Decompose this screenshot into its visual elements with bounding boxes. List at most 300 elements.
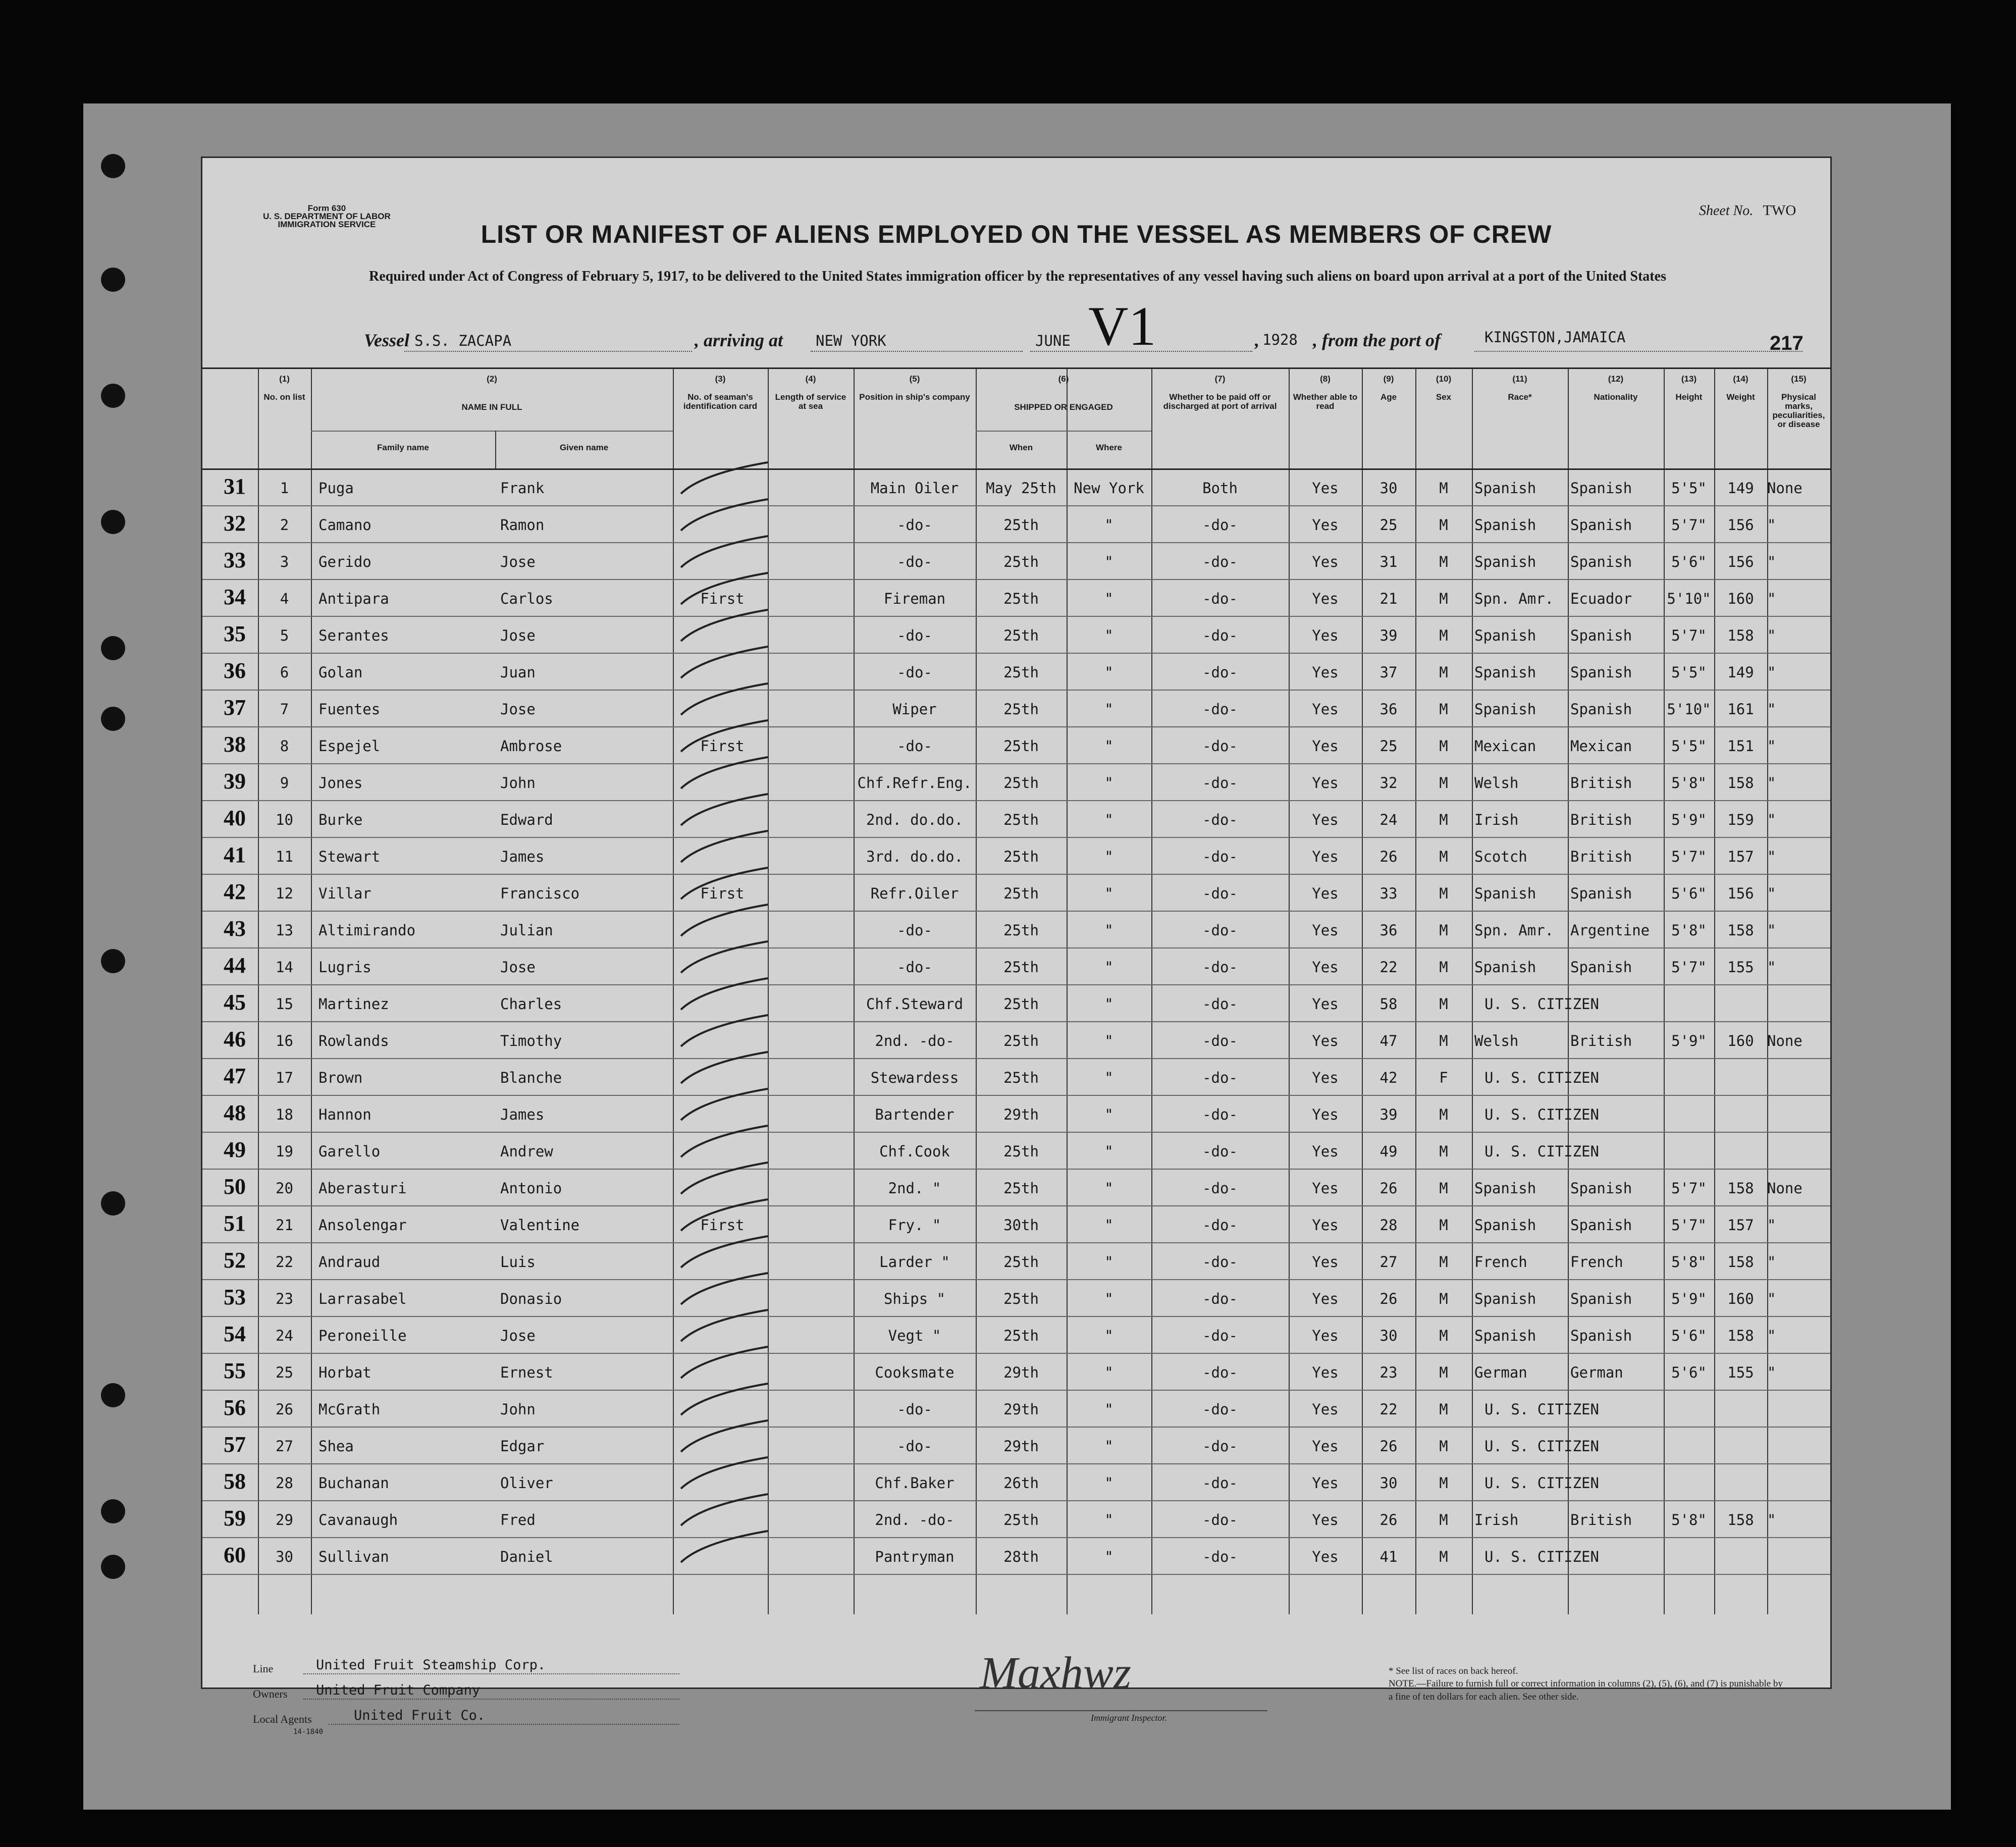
cell-sex: M — [1439, 627, 1448, 644]
cell-paid: -do- — [1202, 590, 1238, 607]
cell-height: 5'9" — [1671, 1032, 1707, 1049]
cell-n: 17 — [276, 1069, 293, 1086]
cell-given: Ernest — [500, 1364, 553, 1381]
cell-sex: M — [1439, 922, 1448, 939]
row-divider — [202, 1279, 1830, 1280]
margin-line-number: 51 — [224, 1211, 246, 1236]
margin-line-number: 58 — [224, 1469, 246, 1494]
cell-marks: " — [1767, 516, 1776, 534]
cell-pos: -do- — [897, 1438, 932, 1455]
cell-height: 5'7" — [1671, 627, 1707, 644]
margin-line-number: 60 — [224, 1543, 246, 1567]
inspector-label: Immigrant Inspector. — [1091, 1713, 1167, 1723]
cell-marks: " — [1767, 1364, 1776, 1381]
cell-read: Yes — [1312, 1364, 1339, 1381]
binder-hole — [101, 1499, 125, 1523]
cell-paid: -do- — [1202, 1032, 1238, 1049]
cell-family: Espejel — [319, 737, 381, 755]
cell-height: 5'10" — [1667, 590, 1711, 607]
cell-paid: -do- — [1202, 1290, 1238, 1307]
margin-line-number: 34 — [224, 585, 246, 609]
cell-family: Brown — [319, 1069, 363, 1086]
cell-sex: M — [1439, 1401, 1448, 1418]
cell-height: 5'8" — [1671, 774, 1707, 791]
row-divider — [202, 505, 1830, 506]
cell-race: Irish — [1474, 1511, 1519, 1528]
cell-race: U. S. CITIZEN — [1484, 1474, 1599, 1492]
cell-where: " — [1104, 1143, 1113, 1160]
cell-family: Golan — [319, 664, 363, 681]
row-divider — [202, 1500, 1830, 1501]
cell-weight: 158 — [1727, 627, 1754, 644]
cell-card: First — [700, 590, 745, 607]
cell-height: 5'8" — [1671, 1511, 1707, 1528]
cell-family: Shea — [319, 1438, 354, 1455]
cell-marks: " — [1767, 664, 1776, 681]
cell-nat: Spanish — [1570, 1217, 1632, 1234]
row-divider — [202, 947, 1830, 948]
cell-where: " — [1104, 995, 1113, 1013]
card-check-stroke — [677, 1269, 773, 1309]
cell-when: 25th — [1003, 553, 1039, 570]
card-check-stroke — [677, 1195, 773, 1236]
cell-paid: -do- — [1202, 1327, 1238, 1344]
binder-hole — [101, 707, 125, 731]
cell-age: 22 — [1380, 1401, 1398, 1418]
cell-race: Spanish — [1474, 627, 1536, 644]
cell-read: Yes — [1312, 590, 1339, 607]
column-number: (10) — [1436, 374, 1452, 384]
cell-paid: -do- — [1202, 1474, 1238, 1492]
cell-given: Juan — [500, 664, 536, 681]
column-number: (6) — [1058, 374, 1069, 384]
cell-when: 25th — [1003, 1180, 1039, 1197]
cell-where: " — [1104, 922, 1113, 939]
column-number: (5) — [909, 374, 920, 384]
column-number: (1) — [279, 374, 290, 384]
cell-given: Edgar — [500, 1438, 545, 1455]
cell-height: 5'6" — [1671, 1327, 1707, 1344]
cell-n: 24 — [276, 1327, 293, 1344]
owners-label: Owners — [253, 1687, 288, 1700]
cell-where: " — [1104, 1438, 1113, 1455]
cell-marks: " — [1767, 811, 1776, 828]
cell-marks: " — [1767, 553, 1776, 570]
cell-race: Spanish — [1474, 480, 1536, 497]
sheet-number — [1699, 202, 1796, 219]
margin-line-number: 35 — [224, 621, 246, 646]
arrival-day: V1 — [1088, 295, 1156, 357]
cell-n: 3 — [280, 553, 289, 570]
agents-value: United Fruit Co. — [354, 1708, 486, 1723]
row-divider — [202, 726, 1830, 727]
row-divider — [202, 1132, 1830, 1133]
column-header: Age — [1380, 392, 1397, 402]
cell-given: James — [500, 848, 545, 865]
cell-given: Fred — [500, 1511, 536, 1528]
cell-family: Garello — [319, 1143, 381, 1160]
cell-weight: 158 — [1727, 1253, 1754, 1271]
cell-family: Andraud — [319, 1253, 381, 1271]
cell-family: Camano — [319, 516, 372, 534]
cell-pos: Stewardess — [870, 1069, 959, 1086]
cell-given: Jose — [500, 553, 536, 570]
cell-family: Jones — [319, 774, 363, 791]
cell-when: 28th — [1003, 1548, 1039, 1565]
cell-read: Yes — [1312, 959, 1339, 976]
year-prefix: , — [1255, 330, 1259, 350]
cell-age: 49 — [1380, 1143, 1398, 1160]
when-header: When — [1009, 443, 1033, 452]
card-check-stroke — [677, 1011, 773, 1051]
column-number: (14) — [1733, 374, 1748, 384]
margin-line-number: 32 — [224, 511, 246, 536]
cell-nat: Spanish — [1570, 701, 1632, 718]
row-divider — [202, 800, 1830, 801]
column-header: Whether able to read — [1293, 392, 1358, 411]
card-check-stroke — [677, 937, 773, 978]
cell-read: Yes — [1312, 885, 1339, 902]
from-label: , from the port of — [1313, 330, 1441, 350]
cell-paid: -do- — [1202, 1511, 1238, 1528]
cell-read: Yes — [1312, 1438, 1339, 1455]
row-divider — [202, 1205, 1830, 1206]
cell-age: 37 — [1380, 664, 1398, 681]
cell-read: Yes — [1312, 737, 1339, 755]
form-number: Form 630 — [307, 203, 346, 213]
cell-weight: 156 — [1727, 885, 1754, 902]
column-number: (15) — [1791, 374, 1807, 384]
cell-marks: " — [1767, 1217, 1776, 1234]
cell-pos: Bartender — [875, 1106, 954, 1123]
cell-weight: 160 — [1727, 590, 1754, 607]
binder-hole — [101, 1383, 125, 1407]
cell-given: Julian — [500, 922, 553, 939]
cell-paid: -do- — [1202, 664, 1238, 681]
cell-age: 33 — [1380, 885, 1398, 902]
cell-where: " — [1104, 1032, 1113, 1049]
cell-weight: 155 — [1727, 1364, 1754, 1381]
cell-n: 2 — [280, 516, 289, 534]
cell-race: Mexican — [1474, 737, 1536, 755]
cell-n: 6 — [280, 664, 289, 681]
cell-given: Oliver — [500, 1474, 553, 1492]
cell-nat: Spanish — [1570, 959, 1632, 976]
cell-height: 5'7" — [1671, 1180, 1707, 1197]
row-divider — [202, 1058, 1830, 1059]
column-number: (13) — [1681, 374, 1697, 384]
cell-family: Burke — [319, 811, 363, 828]
cell-when: 25th — [1003, 774, 1039, 791]
cell-family: Buchanan — [319, 1474, 389, 1492]
cell-paid: -do- — [1202, 995, 1238, 1013]
cell-n: 23 — [276, 1290, 293, 1307]
cell-pos: -do- — [897, 553, 932, 570]
cell-sex: M — [1439, 774, 1448, 791]
cell-given: Andrew — [500, 1143, 553, 1160]
card-check-stroke — [677, 753, 773, 794]
cell-when: 25th — [1003, 590, 1039, 607]
cell-n: 9 — [280, 774, 289, 791]
cell-family: Puga — [319, 480, 354, 497]
cell-pos: Chf.Steward — [866, 995, 964, 1013]
cell-age: 39 — [1380, 1106, 1398, 1123]
arriving-label: , arriving at — [695, 330, 783, 350]
card-check-stroke — [677, 606, 773, 646]
cell-sex: M — [1439, 590, 1448, 607]
column-header: Weight — [1726, 392, 1755, 402]
cell-race: Spanish — [1474, 1180, 1536, 1197]
cell-n: 20 — [276, 1180, 293, 1197]
cell-sex: M — [1439, 1511, 1448, 1528]
cell-age: 26 — [1380, 1290, 1398, 1307]
cell-age: 30 — [1380, 1327, 1398, 1344]
cell-read: Yes — [1312, 1180, 1339, 1197]
cell-when: 25th — [1003, 1327, 1039, 1344]
cell-when: 29th — [1003, 1364, 1039, 1381]
cell-family: McGrath — [319, 1401, 381, 1418]
cell-where: " — [1104, 774, 1113, 791]
cell-when: 25th — [1003, 1143, 1039, 1160]
column-header: Whether to be paid off or discharged at port of arrival — [1163, 392, 1277, 411]
cell-race: U. S. CITIZEN — [1484, 1401, 1599, 1418]
cell-marks: " — [1767, 590, 1776, 607]
cell-pos: -do- — [897, 922, 932, 939]
cell-age: 22 — [1380, 959, 1398, 976]
cell-weight: 158 — [1727, 922, 1754, 939]
column-header: SHIPPED OR ENGAGED — [1014, 402, 1113, 412]
cell-age: 30 — [1380, 1474, 1398, 1492]
cell-n: 8 — [280, 737, 289, 755]
cell-race: U. S. CITIZEN — [1484, 1069, 1599, 1086]
cell-weight: 156 — [1727, 516, 1754, 534]
cell-race: U. S. CITIZEN — [1484, 995, 1599, 1013]
row-divider — [202, 874, 1830, 875]
stamp-number: 217 — [1770, 332, 1803, 354]
vessel-name: S.S. ZACAPA — [414, 332, 512, 349]
cell-given: Ambrose — [500, 737, 562, 755]
cell-nat: German — [1570, 1364, 1623, 1381]
column-header: Sex — [1436, 392, 1452, 402]
cell-paid: -do- — [1202, 553, 1238, 570]
cell-race: French — [1474, 1253, 1527, 1271]
arrival-year: 1928 — [1262, 331, 1298, 348]
cell-when: 29th — [1003, 1401, 1039, 1418]
cell-race: U. S. CITIZEN — [1484, 1438, 1599, 1455]
cell-family: Aberasturi — [319, 1180, 407, 1197]
cell-weight: 158 — [1727, 774, 1754, 791]
cell-height: 5'7" — [1671, 848, 1707, 865]
binder-hole — [101, 510, 125, 534]
cell-race: Spanish — [1474, 1217, 1536, 1234]
cell-paid: -do- — [1202, 1180, 1238, 1197]
cell-when: 25th — [1003, 811, 1039, 828]
cell-race: Spanish — [1474, 1290, 1536, 1307]
cell-race: Welsh — [1474, 1032, 1519, 1049]
card-check-stroke — [677, 1158, 773, 1199]
cell-age: 25 — [1380, 737, 1398, 755]
cell-paid: -do- — [1202, 885, 1238, 902]
document-title: LIST OR MANIFEST OF ALIENS EMPLOYED ON THE VESSEL AS MEMBERS OF CREW — [481, 220, 1552, 248]
cell-age: 41 — [1380, 1548, 1398, 1565]
cell-where: " — [1104, 1217, 1113, 1234]
cell-nat: French — [1570, 1253, 1623, 1271]
cell-read: Yes — [1312, 1474, 1339, 1492]
cell-given: Frank — [500, 480, 545, 497]
card-check-stroke — [677, 643, 773, 683]
cell-family: Antipara — [319, 590, 389, 607]
cell-pos: -do- — [897, 516, 932, 534]
subheader-rule — [311, 431, 673, 432]
row-divider — [202, 468, 1830, 470]
cell-pos: -do- — [897, 1401, 932, 1418]
binder-hole — [101, 949, 125, 973]
cell-where: " — [1104, 1069, 1113, 1086]
cell-age: 30 — [1380, 480, 1398, 497]
cell-sex: M — [1439, 516, 1448, 534]
cell-when: 25th — [1003, 664, 1039, 681]
cell-nat: British — [1570, 811, 1632, 828]
cell-paid: -do- — [1202, 811, 1238, 828]
cell-card: First — [700, 737, 745, 755]
cell-weight: 149 — [1727, 480, 1754, 497]
card-check-stroke — [677, 458, 773, 499]
cell-given: Antonio — [500, 1180, 562, 1197]
card-check-stroke — [677, 532, 773, 572]
margin-line-number: 55 — [224, 1358, 246, 1383]
binder-hole — [101, 1555, 125, 1579]
cell-n: 18 — [276, 1106, 293, 1123]
column-header: NAME IN FULL — [461, 402, 522, 412]
row-divider — [202, 367, 1830, 369]
cell-paid: -do- — [1202, 1143, 1238, 1160]
cell-family: Serantes — [319, 627, 389, 644]
cell-family: Lugris — [319, 959, 372, 976]
cell-when: 29th — [1003, 1106, 1039, 1123]
cell-weight: 151 — [1727, 737, 1754, 755]
cell-given: Jose — [500, 1327, 536, 1344]
binder-hole — [101, 154, 125, 178]
cell-paid: -do- — [1202, 701, 1238, 718]
form-service: IMMIGRATION SERVICE — [278, 220, 376, 229]
cell-sex: M — [1439, 737, 1448, 755]
row-divider — [202, 579, 1830, 580]
cell-pos: 3rd. do.do. — [866, 848, 964, 865]
cell-race: Spanish — [1474, 516, 1536, 534]
cell-given: Jose — [500, 627, 536, 644]
cell-read: Yes — [1312, 664, 1339, 681]
cell-card: First — [700, 1217, 745, 1234]
margin-line-number: 36 — [224, 658, 246, 683]
inspector-signature: Maxhwz — [980, 1648, 1131, 1698]
cell-n: 14 — [276, 959, 293, 976]
cell-pos: 2nd. do.do. — [866, 811, 964, 828]
line-label: Line — [253, 1662, 274, 1675]
cell-where: " — [1104, 848, 1113, 865]
margin-line-number: 41 — [224, 842, 246, 867]
cell-given: Jose — [500, 701, 536, 718]
cell-nat: Spanish — [1570, 664, 1632, 681]
binder-hole — [101, 268, 125, 292]
sheet-value: TWO — [1763, 202, 1796, 219]
card-check-stroke — [677, 1306, 773, 1346]
cell-paid: -do- — [1202, 959, 1238, 976]
cell-pos: Chf.Baker — [875, 1474, 954, 1492]
cell-pos: Wiper — [892, 701, 937, 718]
cell-where: " — [1104, 664, 1113, 681]
card-check-stroke — [677, 827, 773, 867]
cell-where: " — [1104, 885, 1113, 902]
cell-pos: Chf.Cook — [879, 1143, 950, 1160]
card-check-stroke — [677, 716, 773, 757]
cell-sex: M — [1439, 1364, 1448, 1381]
card-check-stroke — [677, 1085, 773, 1125]
cell-age: 21 — [1380, 590, 1398, 607]
cell-marks: " — [1767, 959, 1776, 976]
cell-age: 36 — [1380, 701, 1398, 718]
cell-given: Luis — [500, 1253, 536, 1271]
cell-n: 30 — [276, 1548, 293, 1565]
cell-given: Ramon — [500, 516, 545, 534]
cell-race: Spanish — [1474, 885, 1536, 902]
column-number: (4) — [805, 374, 816, 384]
cell-height: 5'7" — [1671, 1217, 1707, 1234]
row-divider — [202, 1463, 1830, 1464]
cell-sex: M — [1439, 1290, 1448, 1307]
cell-read: Yes — [1312, 1548, 1339, 1565]
cell-pos: 2nd. " — [888, 1180, 941, 1197]
crew-table — [202, 367, 1830, 1614]
column-number: (9) — [1383, 374, 1394, 384]
cell-marks: None — [1767, 480, 1802, 497]
cell-sex: M — [1439, 885, 1448, 902]
cell-where: " — [1104, 516, 1113, 534]
cell-sex: M — [1439, 1327, 1448, 1344]
cell-when: 25th — [1003, 885, 1039, 902]
document-subtitle: Required under Act of Congress of February 5, 1917, to be delivered to the United States immigration officer by the representatives of any vessel having such aliens on board upon arrival at a port of the United States — [369, 269, 1666, 284]
cell-paid: -do- — [1202, 848, 1238, 865]
cell-where: " — [1104, 553, 1113, 570]
cell-weight: 157 — [1727, 848, 1754, 865]
cell-given: Francisco — [500, 885, 580, 902]
cell-marks: " — [1767, 885, 1776, 902]
margin-line-number: 43 — [224, 916, 246, 941]
card-check-stroke — [677, 974, 773, 1015]
cell-sex: M — [1439, 995, 1448, 1013]
card-check-stroke — [677, 1122, 773, 1162]
cell-height: 5'8" — [1671, 1253, 1707, 1271]
cell-when: 25th — [1003, 1290, 1039, 1307]
arrival-port: NEW YORK — [816, 332, 886, 349]
cell-given: John — [500, 774, 536, 791]
cell-where: " — [1104, 1106, 1113, 1123]
row-divider — [202, 653, 1830, 654]
cell-race: German — [1474, 1364, 1527, 1381]
cell-read: Yes — [1312, 1217, 1339, 1234]
cell-family: Stewart — [319, 848, 381, 865]
cell-sex: M — [1439, 811, 1448, 828]
cell-n: 5 — [280, 627, 289, 644]
cell-age: 24 — [1380, 811, 1398, 828]
row-divider — [202, 1316, 1830, 1317]
cell-when: May 25th — [986, 480, 1056, 497]
cell-pos: Cooksmate — [875, 1364, 954, 1381]
cell-marks: " — [1767, 1327, 1776, 1344]
margin-line-number: 39 — [224, 769, 246, 794]
cell-n: 10 — [276, 811, 293, 828]
cell-nat: Spanish — [1570, 885, 1632, 902]
cell-family: Altimirando — [319, 922, 416, 939]
